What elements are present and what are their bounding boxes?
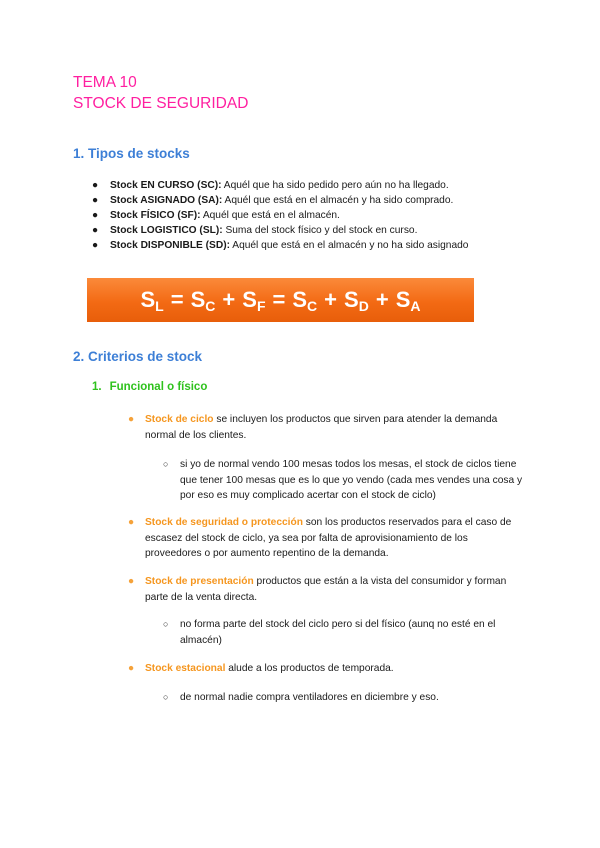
section-heading-stock-types: 1. Tipos de stocks [73,146,190,161]
section-heading-stock-criteria: 2. Criterios de stock [73,349,203,364]
bullet-icon: ● [92,180,99,191]
formula-s: S [344,287,359,312]
criteria-note-cycle-stock [163,457,533,504]
stock-definition: Suma del stock físico y del stock en curso. [222,225,418,236]
criteria-item-safety-stock [128,515,520,562]
stock-formula-banner [87,278,474,322]
formula-s: S [190,287,206,312]
subsection-number: 1. [92,381,102,393]
criteria-text: alude a los productos de temporada. [225,663,394,674]
formula-plus: + [375,287,389,312]
criteria-keyword: Stock de presentación [145,576,254,587]
criteria-note-seasonal-stock [163,690,533,706]
note-text: si yo de normal vendo 100 mesas todos los mesas, el stock de ciclos tiene que tener 100 mesas que es lo que yo vendo (cada mes vendes una cosa y por eso es muy complicado acertar con el stock de ciclo) [180,459,523,501]
criteria-keyword: Stock estacional [145,663,226,674]
bullet-icon: ● [92,225,99,236]
stock-term: Stock EN CURSO (SC): [110,180,222,191]
criteria-text: se incluyen los productos que sirven para atender la demanda normal de los clientes. [145,414,498,441]
stock-types-list [92,178,468,253]
circle-bullet-icon: ○ [163,692,169,702]
list-item [92,178,468,193]
list-item [92,193,468,208]
formula-plus: + [324,287,338,312]
stock-definition: Aquél que está en el almacén y no ha sido asignado [230,240,469,251]
formula-sub-a: A [410,298,421,314]
criteria-item-presentation-stock [128,574,520,605]
formula-sub-f: F [256,298,266,314]
stock-definition: Aquél que está en el almacén y ha sido comprado. [222,195,454,206]
circle-bullet-icon: ○ [163,459,169,469]
criteria-keyword: Stock de seguridad o protección [145,517,303,528]
criteria-item-cycle-stock [128,412,520,443]
criteria-text: son los productos reservados para el caso de escasez del stock de ciclo, ya sea por falta de aprovisionamiento de los proveedores o por aumento repentino de la demanda. [145,517,512,559]
formula-s: S [292,287,308,312]
formula-sub-d: D [358,298,369,314]
circle-bullet-icon: ○ [163,619,169,629]
bullet-icon: ● [128,663,135,674]
criteria-note-presentation-stock [163,617,533,648]
criteria-text: productos que están a la vista del consumidor y forman parte de la venta directa. [145,576,507,603]
list-item [92,223,468,238]
formula-equals: = [272,287,286,312]
stock-term: Stock DISPONIBLE (SD): [110,240,230,251]
stock-definition: Aquél que ha sido pedido pero aún no ha llegado. [221,180,449,191]
stock-term: Stock LOGISTICO (SL): [110,225,223,236]
criteria-keyword: Stock de ciclo [145,414,214,425]
formula-sub-c: C [205,298,216,314]
formula-s: S [140,287,156,312]
subsection-title: Funcional o físico [109,381,208,393]
subsection-heading-functional [92,381,207,393]
formula-sub-l: L [155,298,164,314]
bullet-icon: ● [128,517,135,528]
note-text: de normal nadie compra ventiladores en diciembre y eso. [180,692,439,703]
topic-number: TEMA 10 [73,74,137,91]
bullet-icon: ● [128,576,135,587]
topic-title: STOCK DE SEGURIDAD [73,95,249,112]
list-item [92,238,468,253]
criteria-item-seasonal-stock [128,661,520,677]
stock-definition: Aquél que está en el almacén. [200,210,340,221]
formula-plus: + [222,287,236,312]
bullet-icon: ● [92,240,99,251]
bullet-icon: ● [92,195,99,206]
formula-sub-c: C [307,298,318,314]
bullet-icon: ● [128,414,135,425]
formula-s: S [395,287,411,312]
stock-term: Stock FÍSICO (SF): [110,210,201,221]
stock-term: Stock ASIGNADO (SA): [110,195,223,206]
list-item [92,208,468,223]
bullet-icon: ● [92,210,99,221]
formula-s: S [242,287,257,312]
note-text: no forma parte del stock del ciclo pero si del físico (aunq no esté en el almacén) [180,619,496,646]
formula-equals: = [170,287,184,312]
